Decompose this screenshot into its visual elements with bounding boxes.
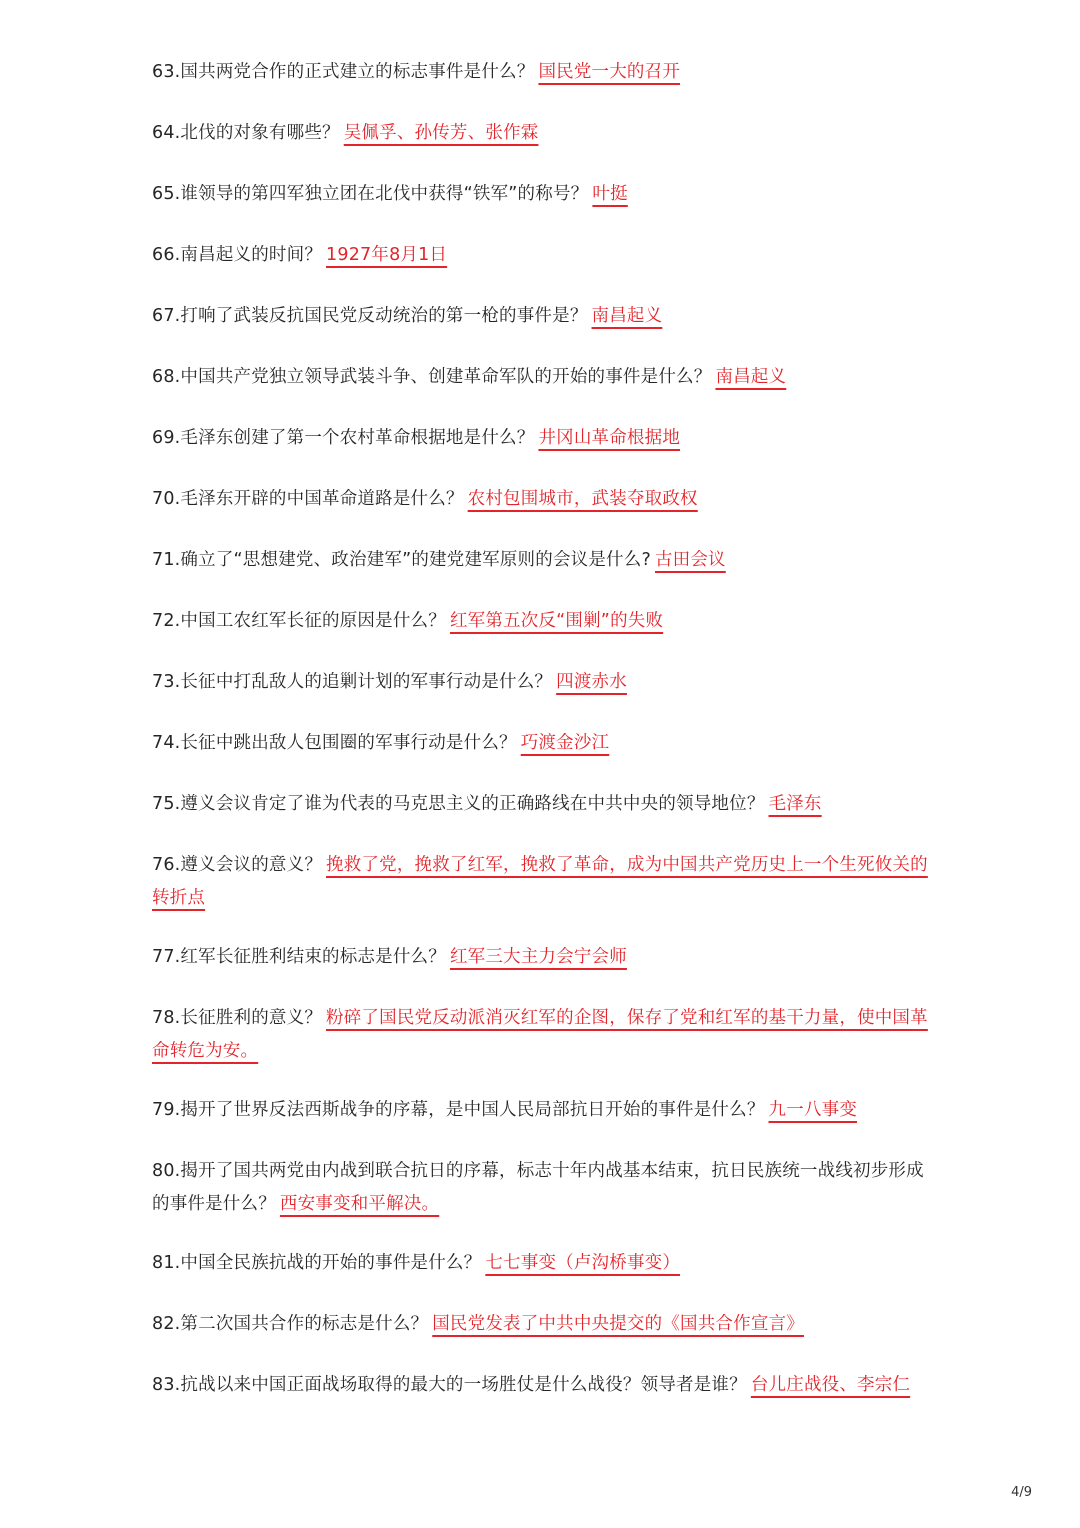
answer-text: 巧渡金沙江: [520, 733, 610, 753]
qa-list: [152, 56, 932, 1428]
qa-item-63: [152, 56, 932, 89]
qa-item-79: [152, 1094, 932, 1127]
answer-text: 1927年8月1日: [326, 245, 448, 265]
qa-item-77: [152, 941, 932, 974]
qa-item-76: [152, 849, 932, 915]
qa-item-78: [152, 1002, 932, 1068]
qa-item-82: [152, 1308, 932, 1341]
answer-text: 挽救了党，挽救了红军，挽救了革命，成为中国共产党历史上一个生死攸关的转折点: [152, 855, 928, 908]
qa-item-64: [152, 117, 932, 150]
answer-text: 七七事变（卢沟桥事变）: [485, 1253, 681, 1273]
question-text: 71.确立了“思想建党、政治建军”的建党建军原则的会议是什么?: [152, 550, 651, 570]
answer-text: 农村包围城市，武装夺取政权: [467, 489, 698, 509]
question-text: 82.第二次国共合作的标志是什么？: [152, 1314, 429, 1334]
answer-text: 四渡赤水: [556, 672, 627, 692]
question-text: 81.中国全民族抗战的开始的事件是什么？: [152, 1253, 482, 1273]
answer-text: 台儿庄战役、李宗仁: [750, 1375, 911, 1395]
answer-text: 粉碎了国民党反动派消灭红军的企图，保存了党和红军的基干力量，使中国革命转危为安。: [152, 1008, 928, 1061]
question-text: 70.毛泽东开辟的中国革命道路是什么？: [152, 489, 464, 509]
answer-text: 西安事变和平解决。: [279, 1194, 440, 1214]
answer-text: 南昌起义: [591, 306, 663, 326]
question-text: 66.南昌起义的时间？: [152, 245, 323, 265]
question-text: 78.长征胜利的意义？: [152, 1008, 323, 1028]
answer-text: 毛泽东: [768, 794, 822, 814]
question-text: 64.北伐的对象有哪些？: [152, 123, 340, 143]
question-text: 67.打响了武装反抗国民党反动统治的第一枪的事件是？: [152, 306, 588, 326]
question-text: 83.抗战以来中国正面战场取得的最大的一场胜仗是什么战役？领导者是谁？: [152, 1375, 747, 1395]
question-text: 75.遵义会议肯定了谁为代表的马克思主义的正确路线在中共中央的领导地位？: [152, 794, 765, 814]
qa-item-65: [152, 178, 932, 211]
question-text: 76.遵义会议的意义？: [152, 855, 323, 875]
answer-text: 吴佩孚、孙传芳、张作霖: [343, 123, 539, 143]
qa-item-83: [152, 1369, 932, 1402]
question-text: 77.红军长征胜利结束的标志是什么？: [152, 947, 446, 967]
answer-text: 国民党发表了中共中央提交的《国共合作宣言》: [432, 1314, 804, 1334]
qa-item-68: [152, 361, 932, 394]
qa-item-74: [152, 727, 932, 760]
answer-text: 红军三大主力会宁会师: [449, 947, 627, 967]
answer-text: 古田会议: [654, 550, 726, 570]
answer-text: 九一八事变: [768, 1100, 858, 1120]
question-text: 80.揭开了国共两党由内战到联合抗日的序幕，标志十年内战基本结束，抗日民族统一战线初步形成的事件是什么？: [152, 1161, 924, 1214]
qa-item-75: [152, 788, 932, 821]
answer-text: 叶挺: [592, 184, 628, 204]
qa-item-80: [152, 1155, 932, 1221]
answer-text: 井冈山革命根据地: [538, 428, 681, 448]
answer-text: 南昌起义: [715, 367, 787, 387]
question-text: 65.谁领导的第四军独立团在北伐中获得“铁军”的称号？: [152, 184, 589, 204]
qa-item-81: [152, 1247, 932, 1280]
qa-item-71: [152, 544, 932, 577]
question-text: 69.毛泽东创建了第一个农村革命根据地是什么？: [152, 428, 535, 448]
qa-item-69: [152, 422, 932, 455]
answer-text: 国民党一大的召开: [538, 62, 681, 82]
page-number: 4/9: [1011, 1485, 1032, 1500]
qa-item-73: [152, 666, 932, 699]
question-text: 63.国共两党合作的正式建立的标志事件是什么？: [152, 62, 535, 82]
answer-text: 红军第五次反“围剿”的失败: [449, 611, 664, 631]
question-text: 79.揭开了世界反法西斯战争的序幕，是中国人民局部抗日开始的事件是什么？: [152, 1100, 765, 1120]
qa-item-67: [152, 300, 932, 333]
question-text: 68.中国共产党独立领导武装斗争、创建革命军队的开始的事件是什么？: [152, 367, 712, 387]
qa-item-70: [152, 483, 932, 516]
question-text: 74.长征中跳出敌人包围圈的军事行动是什么？: [152, 733, 517, 753]
question-text: 72.中国工农红军长征的原因是什么？: [152, 611, 446, 631]
qa-item-66: [152, 239, 932, 272]
qa-item-72: [152, 605, 932, 638]
question-text: 73.长征中打乱敌人的追剿计划的军事行动是什么？: [152, 672, 553, 692]
